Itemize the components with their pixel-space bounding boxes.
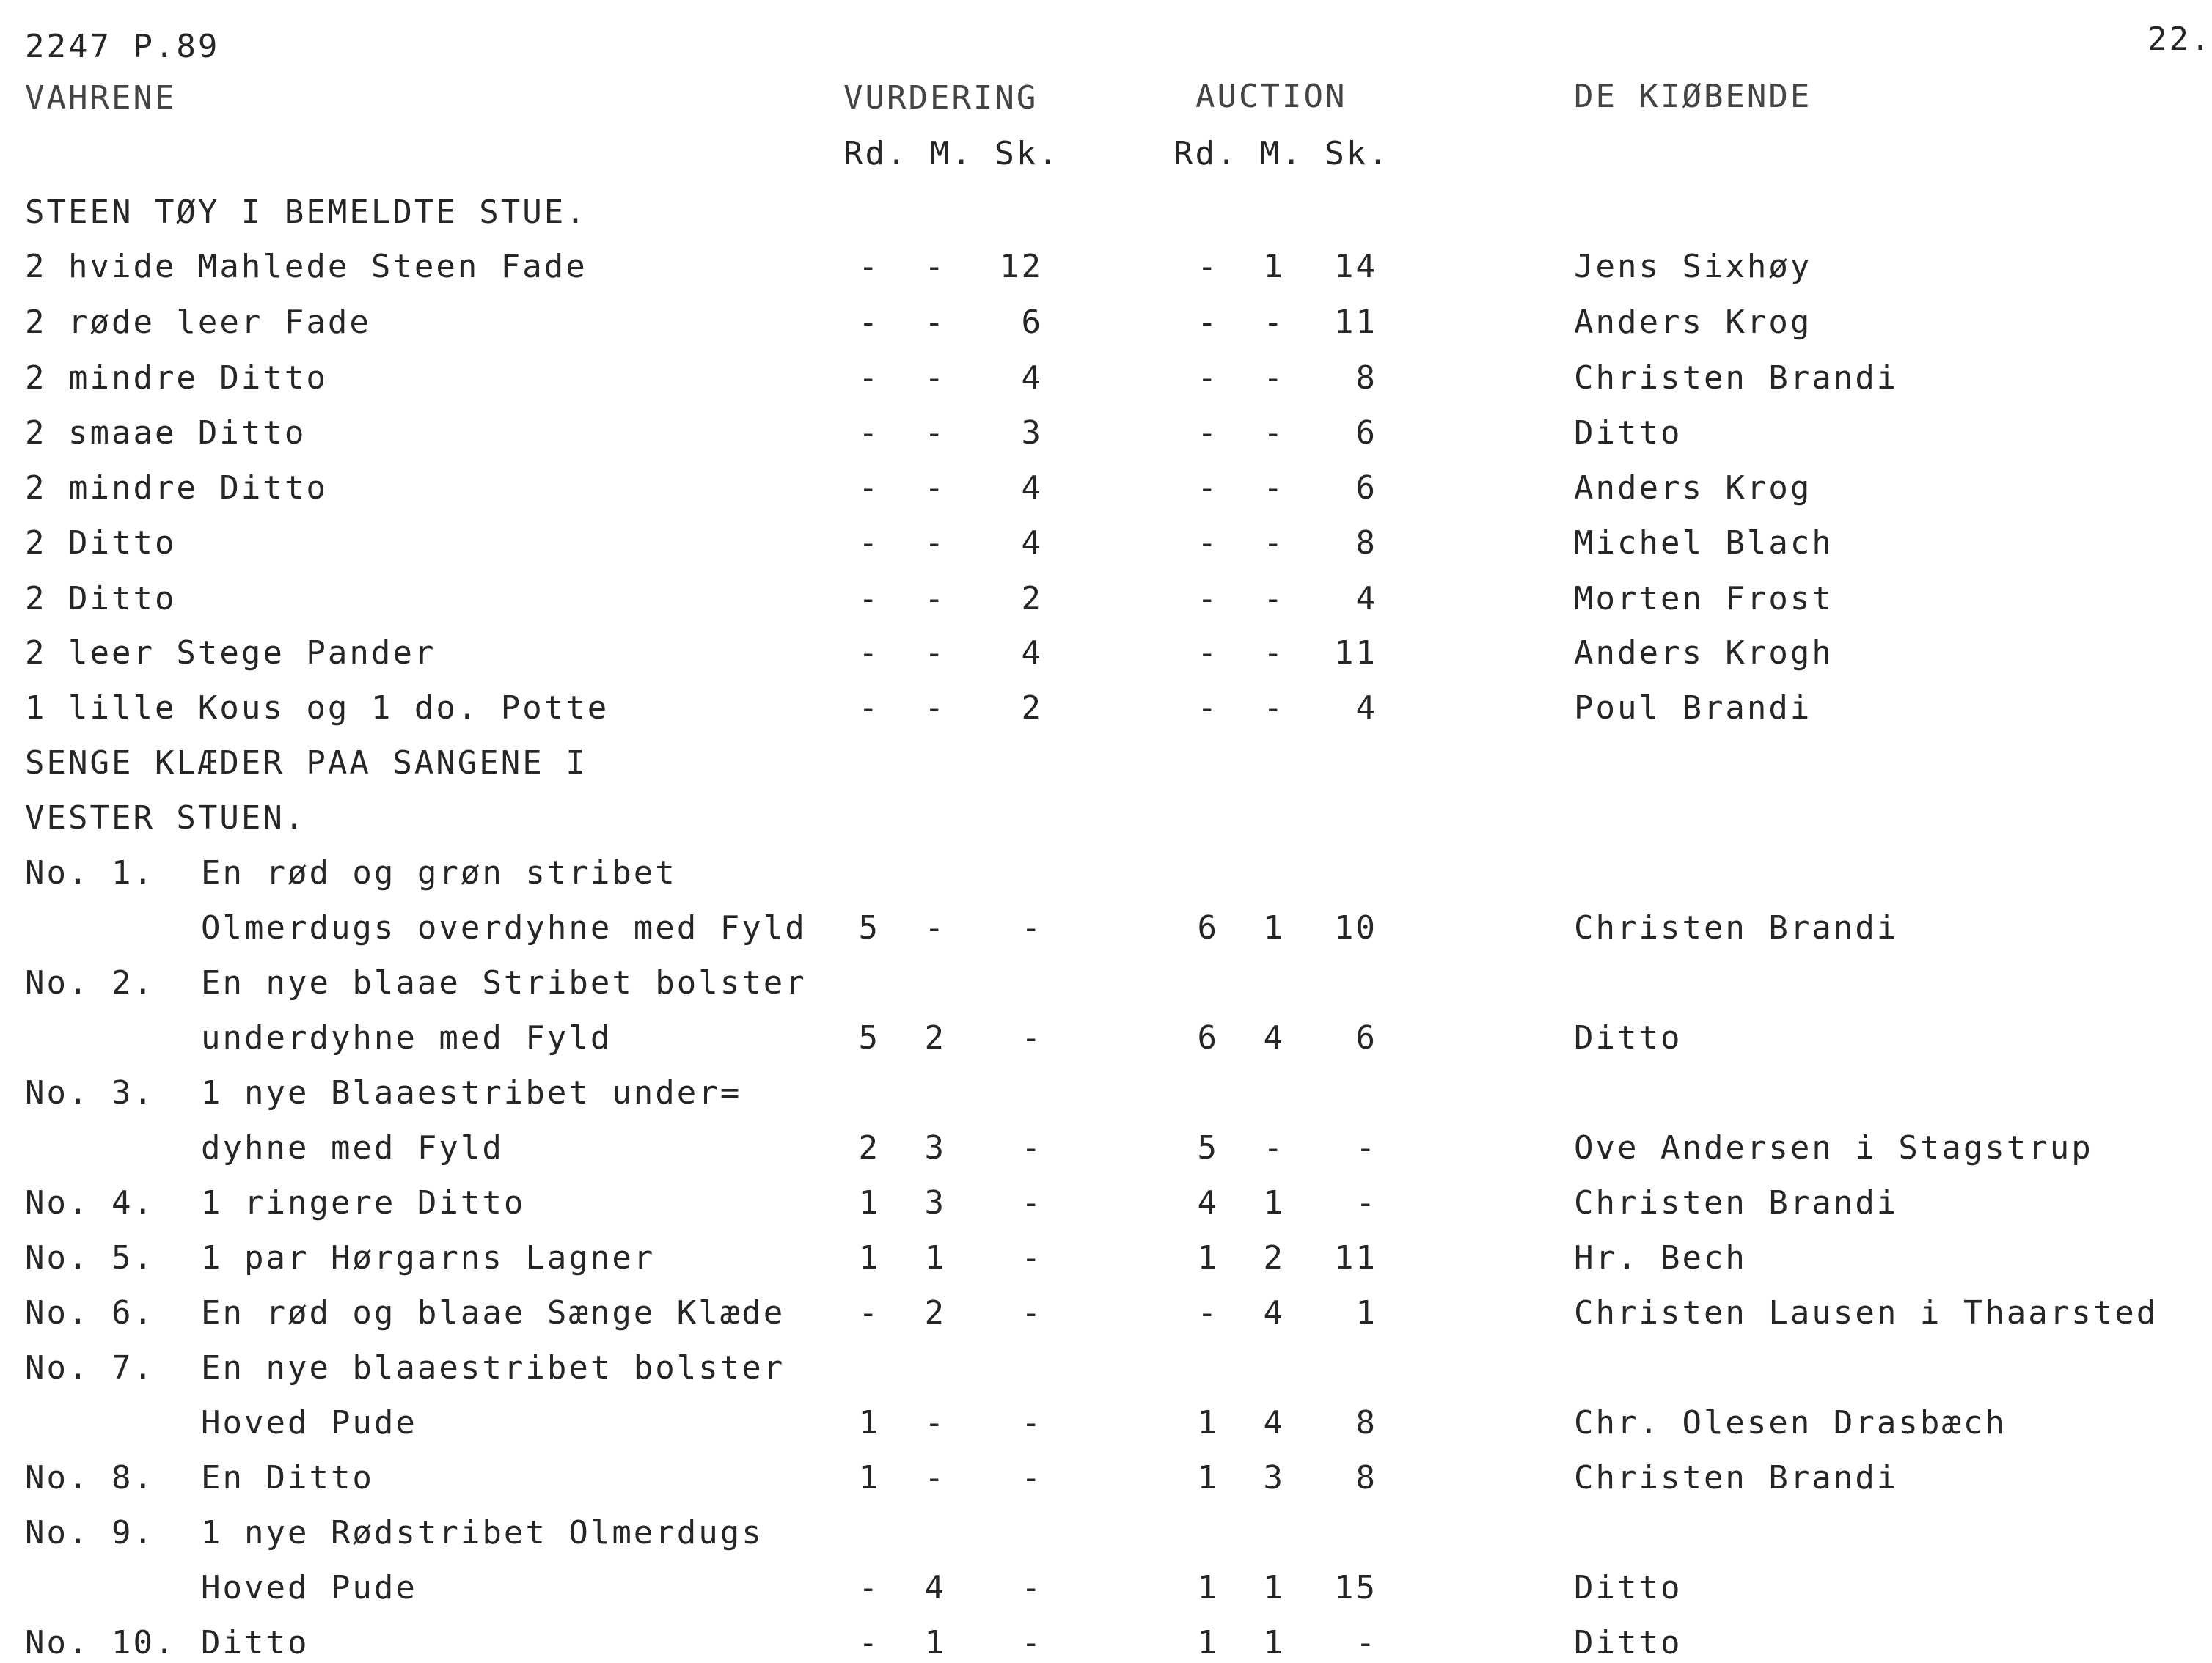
vurdering-m: - xyxy=(924,909,946,947)
auction-rd: - xyxy=(1197,634,1219,672)
vurdering-rd: - xyxy=(858,524,880,562)
auction-m: 1 xyxy=(1263,909,1285,947)
auction-m: - xyxy=(1263,524,1285,562)
auction-sk: 8 xyxy=(1355,1404,1377,1442)
entry-number: No. 5. xyxy=(25,1239,155,1277)
item-description: 1 lille Kous og 1 do. Potte xyxy=(25,689,609,727)
buyer-name: Ditto xyxy=(1574,1019,1682,1057)
vurdering-sk: - xyxy=(1021,1129,1043,1167)
buyer-name: Morten Frost xyxy=(1574,580,1834,617)
item-description: 1 nye Blaaestribet under= xyxy=(201,1074,742,1112)
vurdering-sk: 4 xyxy=(1021,469,1043,507)
vurdering-m: 2 xyxy=(924,1019,946,1057)
item-description: dyhne med Fyld xyxy=(201,1129,504,1167)
auction-sk: 8 xyxy=(1355,359,1377,397)
vurdering-m: - xyxy=(924,359,946,397)
vurdering-sk: 4 xyxy=(1021,524,1043,562)
buyer-name: Anders Krog xyxy=(1574,304,1812,341)
auction-m: 4 xyxy=(1263,1019,1285,1057)
column-header-kiobende: DE KIØBENDE xyxy=(1574,78,1812,115)
buyer-name: Anders Krogh xyxy=(1574,634,1834,672)
auction-m: 1 xyxy=(1263,1624,1285,1662)
auction-m: - xyxy=(1263,304,1285,341)
item-description: Hoved Pude xyxy=(201,1404,417,1442)
vurdering-rd: - xyxy=(858,1624,880,1662)
vurdering-sk: - xyxy=(1021,1459,1043,1497)
auction-m: 2 xyxy=(1263,1239,1285,1277)
vurdering-m: 2 xyxy=(924,1294,946,1332)
vurdering-rd: - xyxy=(858,469,880,507)
entry-number: No. 8. xyxy=(25,1459,155,1497)
auction-m: - xyxy=(1263,580,1285,617)
auction-sk: 4 xyxy=(1355,580,1377,617)
auction-sk: 11 xyxy=(1334,634,1377,672)
item-description: 2 Ditto xyxy=(25,580,177,617)
item-description: VESTER STUEN. xyxy=(25,799,307,837)
vurdering-m: - xyxy=(924,248,946,285)
vurdering-sk: - xyxy=(1021,1624,1043,1662)
entry-number: No. 2. xyxy=(25,964,155,1002)
item-description: 2 mindre Ditto xyxy=(25,469,328,507)
item-description: 2 hvide Mahlede Steen Fade xyxy=(25,248,587,285)
auction-sk: 14 xyxy=(1334,248,1377,285)
auction-m: - xyxy=(1263,1129,1285,1167)
auction-sk: 6 xyxy=(1355,1019,1377,1057)
auction-rd: 1 xyxy=(1197,1624,1219,1662)
auction-m: - xyxy=(1263,414,1285,452)
column-header-vahrene: VAHRENE xyxy=(25,79,177,117)
item-description: Ditto xyxy=(201,1624,310,1662)
auction-sk: 1 xyxy=(1355,1294,1377,1332)
auction-rd: 5 xyxy=(1197,1129,1219,1167)
auction-rd: 1 xyxy=(1197,1404,1219,1442)
vurdering-m: 1 xyxy=(924,1239,946,1277)
vurdering-sk: - xyxy=(1021,1404,1043,1442)
vurdering-rd: 1 xyxy=(858,1404,880,1442)
vurdering-sk: 12 xyxy=(1000,248,1043,285)
auction-rd: 4 xyxy=(1197,1184,1219,1222)
auction-rd: - xyxy=(1197,359,1219,397)
entry-number: No. 9. xyxy=(25,1514,155,1552)
vurdering-sk: - xyxy=(1021,1019,1043,1057)
auction-rd: 6 xyxy=(1197,909,1219,947)
vurdering-rd: - xyxy=(858,1294,880,1332)
item-description: 2 mindre Ditto xyxy=(25,359,328,397)
vurdering-rd: - xyxy=(858,580,880,617)
item-description: Hoved Pude xyxy=(201,1569,417,1607)
item-description: SENGE KLÆDER PAA SANGENE I xyxy=(25,744,587,782)
auction-sk: 4 xyxy=(1355,689,1377,727)
vurdering-m: 3 xyxy=(924,1129,946,1167)
vurdering-m: - xyxy=(924,304,946,341)
auction-sk: 8 xyxy=(1355,524,1377,562)
auction-m: 1 xyxy=(1263,248,1285,285)
auction-rd: - xyxy=(1197,1294,1219,1332)
entry-number: No. 7. xyxy=(25,1349,155,1387)
document-reference: 2247 P.89 xyxy=(25,28,220,65)
vurdering-rd: - xyxy=(858,248,880,285)
vurdering-rd: - xyxy=(858,304,880,341)
auction-sk: 11 xyxy=(1334,1239,1377,1277)
vurdering-rd: - xyxy=(858,689,880,727)
vurdering-sk: 3 xyxy=(1021,414,1043,452)
vurdering-m: 1 xyxy=(924,1624,946,1662)
item-description: 2 leer Stege Pander xyxy=(25,634,436,672)
buyer-name: Anders Krog xyxy=(1574,469,1812,507)
vurdering-m: - xyxy=(924,580,946,617)
vurdering-rd: - xyxy=(858,359,880,397)
item-description: En nye blaae Stribet bolster xyxy=(201,964,807,1002)
auction-sk: 6 xyxy=(1355,469,1377,507)
column-header-vurdering: VURDERING xyxy=(843,79,1039,117)
item-description: underdyhne med Fyld xyxy=(201,1019,612,1057)
item-description: 1 par Hørgarns Lagner xyxy=(201,1239,656,1277)
auction-rd: - xyxy=(1197,414,1219,452)
vurdering-m: - xyxy=(924,634,946,672)
vurdering-m: - xyxy=(924,1404,946,1442)
vurdering-sk: 6 xyxy=(1021,304,1043,341)
vurdering-m: - xyxy=(924,414,946,452)
item-description: STEEN TØY I BEMELDTE STUE. xyxy=(25,194,587,231)
item-description: 2 smaae Ditto xyxy=(25,414,307,452)
item-description: 1 nye Rødstribet Olmerdugs xyxy=(201,1514,763,1552)
buyer-name: Ditto xyxy=(1574,1569,1682,1607)
auction-rd: - xyxy=(1197,304,1219,341)
entry-number: No. 3. xyxy=(25,1074,155,1112)
vurdering-sk: - xyxy=(1021,909,1043,947)
buyer-name: Ditto xyxy=(1574,1624,1682,1662)
vurdering-rd: - xyxy=(858,1569,880,1607)
vurdering-m: - xyxy=(924,689,946,727)
vurdering-sk: - xyxy=(1021,1239,1043,1277)
auction-sk: 10 xyxy=(1334,909,1377,947)
auction-rd: - xyxy=(1197,524,1219,562)
item-description: 2 Ditto xyxy=(25,524,177,562)
vurdering-rd: - xyxy=(858,634,880,672)
item-description: En Ditto xyxy=(201,1459,374,1497)
buyer-name: Christen Brandi xyxy=(1574,359,1899,397)
auction-units: Rd. M. Sk. xyxy=(1173,135,1390,172)
buyer-name: Christen Brandi xyxy=(1574,909,1899,947)
buyer-name: Poul Brandi xyxy=(1574,689,1812,727)
vurdering-m: 3 xyxy=(924,1184,946,1222)
auction-rd: - xyxy=(1197,469,1219,507)
auction-sk: 15 xyxy=(1334,1569,1377,1607)
buyer-name: Christen Lausen i Thaarsted xyxy=(1574,1294,2158,1332)
buyer-name: Jens Sixhøy xyxy=(1574,248,1812,285)
auction-sk: 8 xyxy=(1355,1459,1377,1497)
buyer-name: Ove Andersen i Stagstrup xyxy=(1574,1129,2093,1167)
auction-m: - xyxy=(1263,689,1285,727)
vurdering-sk: 2 xyxy=(1021,689,1043,727)
auction-m: 1 xyxy=(1263,1184,1285,1222)
auction-rd: 1 xyxy=(1197,1459,1219,1497)
vurdering-rd: 1 xyxy=(858,1459,880,1497)
auction-sk: - xyxy=(1355,1129,1377,1167)
vurdering-sk: - xyxy=(1021,1184,1043,1222)
auction-rd: - xyxy=(1197,689,1219,727)
auction-m: - xyxy=(1263,469,1285,507)
vurdering-sk: 2 xyxy=(1021,580,1043,617)
vurdering-sk: - xyxy=(1021,1294,1043,1332)
auction-sk: - xyxy=(1355,1624,1377,1662)
auction-sk: 11 xyxy=(1334,304,1377,341)
vurdering-m: - xyxy=(924,469,946,507)
vurdering-rd: 2 xyxy=(858,1129,880,1167)
auction-rd: 1 xyxy=(1197,1569,1219,1607)
auction-rd: - xyxy=(1197,248,1219,285)
column-header-auction: AUCTION xyxy=(1195,78,1347,115)
auction-rd: 6 xyxy=(1197,1019,1219,1057)
auction-m: 4 xyxy=(1263,1294,1285,1332)
vurdering-units: Rd. M. Sk. xyxy=(843,135,1060,172)
vurdering-rd: - xyxy=(858,414,880,452)
entry-number: No. 10. xyxy=(25,1624,177,1662)
vurdering-rd: 1 xyxy=(858,1184,880,1222)
buyer-name: Ditto xyxy=(1574,414,1682,452)
auction-sk: - xyxy=(1355,1184,1377,1222)
auction-m: 1 xyxy=(1263,1569,1285,1607)
vurdering-sk: 4 xyxy=(1021,634,1043,672)
entry-number: No. 4. xyxy=(25,1184,155,1222)
vurdering-sk: - xyxy=(1021,1569,1043,1607)
auction-rd: 1 xyxy=(1197,1239,1219,1277)
vurdering-m: 4 xyxy=(924,1569,946,1607)
buyer-name: Michel Blach xyxy=(1574,524,1834,562)
auction-m: 4 xyxy=(1263,1404,1285,1442)
vurdering-m: - xyxy=(924,1459,946,1497)
item-description: En nye blaaestribet bolster xyxy=(201,1349,785,1387)
buyer-name: Christen Brandi xyxy=(1574,1459,1899,1497)
buyer-name: Christen Brandi xyxy=(1574,1184,1899,1222)
buyer-name: Hr. Bech xyxy=(1574,1239,1747,1277)
item-description: En rød og grøn stribet xyxy=(201,854,677,892)
vurdering-rd: 5 xyxy=(858,909,880,947)
page-number: 22. xyxy=(2147,21,2212,58)
item-description: 1 ringere Ditto xyxy=(201,1184,526,1222)
buyer-name: Chr. Olesen Drasbæch xyxy=(1574,1404,2007,1442)
auction-rd: - xyxy=(1197,580,1219,617)
entry-number: No. 1. xyxy=(25,854,155,892)
auction-m: 3 xyxy=(1263,1459,1285,1497)
vurdering-sk: 4 xyxy=(1021,359,1043,397)
item-description: En rød og blaae Sænge Klæde xyxy=(201,1294,785,1332)
auction-sk: 6 xyxy=(1355,414,1377,452)
auction-m: - xyxy=(1263,634,1285,672)
auction-m: - xyxy=(1263,359,1285,397)
item-description: Olmerdugs overdyhne med Fyld xyxy=(201,909,807,947)
item-description: 2 røde leer Fade xyxy=(25,304,371,341)
vurdering-rd: 5 xyxy=(858,1019,880,1057)
vurdering-rd: 1 xyxy=(858,1239,880,1277)
entry-number: No. 6. xyxy=(25,1294,155,1332)
vurdering-m: - xyxy=(924,524,946,562)
